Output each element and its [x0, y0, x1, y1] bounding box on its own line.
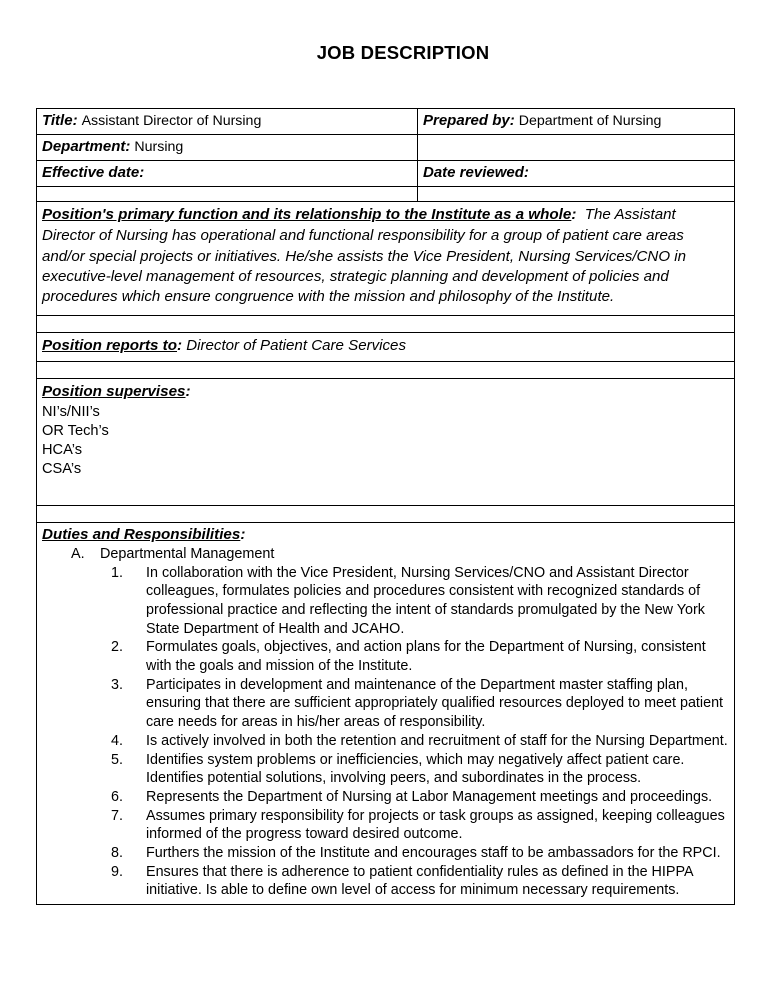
primary-function-heading-colon: :: [571, 206, 577, 224]
item-marker: 7.: [111, 807, 123, 824]
list-item: [42, 564, 728, 639]
title-label: Title:: [42, 112, 78, 129]
cell-effective-date: [37, 161, 418, 187]
primary-function-heading: Position's primary function and its relationship to the Institute as a whole: [42, 206, 572, 224]
cell-blank-right: [418, 187, 735, 202]
table-row-spacer-2: [37, 362, 735, 379]
cell-primary-function: [37, 202, 735, 315]
item-marker: 6.: [111, 788, 123, 805]
list-item: NI’s/NII’s: [42, 403, 100, 420]
cell-title: [37, 109, 418, 135]
effective-date-label: Effective date:: [42, 164, 145, 182]
item-text: Identifies system problems or inefficiencies, which may negatively affect patient care. Identifies potential solutions, involving peers, and subordinates in the process.: [146, 751, 685, 787]
cell-spacer-1: [37, 315, 735, 332]
cell-reports-to: [37, 332, 735, 361]
cell-department: [37, 135, 418, 161]
list-item: HCA’s: [42, 441, 83, 458]
cell-blank-left: [37, 187, 418, 202]
item-marker: 9.: [111, 863, 123, 880]
item-text: Assumes primary responsibility for projects or task groups as assigned, keeping colleagues informed of the progress toward desired outcome.: [146, 807, 725, 843]
list-item: [42, 676, 728, 732]
cell-date-reviewed: [418, 161, 735, 187]
table-row-reports-to: [37, 332, 735, 361]
table-row-department: [37, 135, 735, 161]
item-marker: 1.: [111, 564, 123, 581]
item-text: Formulates goals, objectives, and action plans for the Department of Nursing, consistent with the goals and mission of the Institute.: [146, 639, 706, 675]
cell-supervises: [37, 379, 735, 506]
table-row-primary-function: [37, 202, 735, 315]
department-label: Department:: [42, 138, 131, 156]
section-marker: A.: [71, 545, 85, 562]
table-row-spacer-3: [37, 505, 735, 522]
date-reviewed-label: Date reviewed:: [423, 164, 529, 182]
item-marker: 5.: [111, 751, 123, 768]
duties-heading-line: [42, 526, 728, 544]
reports-to-value: Director of Patient Care Services: [186, 336, 406, 354]
list-item: OR Tech’s: [42, 422, 109, 439]
cell-department-right-blank: [418, 135, 735, 161]
table-row-supervises: [37, 379, 735, 506]
item-text: Ensures that there is adherence to patient confidentiality rules as defined in the HIPPA initiative. Is able to define own level of access for minimum necessary requirements.: [146, 863, 693, 899]
item-text: Is actively involved in both the retention and recruitment of staff for the Nursing Department.: [146, 732, 728, 749]
table-row-title: [37, 109, 735, 135]
supervises-list: [42, 403, 726, 479]
supervises-heading-colon: :: [185, 383, 191, 401]
list-item: [42, 788, 728, 807]
list-item: CSA’s: [42, 460, 82, 477]
department-value: Nursing: [134, 139, 184, 156]
cell-spacer-3: [37, 505, 735, 522]
item-text: In collaboration with the Vice President, Nursing Services/CNO and Assistant Director colleagues, formulates policies and procedures consistent with recognized standards of professional practice and reflecting the intent of standards promulgated by the New York State Department of Health and JCAHO.: [146, 564, 705, 637]
list-item: [42, 844, 728, 863]
item-marker: 8.: [111, 845, 123, 862]
reports-to-heading: Position reports to: [42, 336, 178, 354]
list-item: [42, 638, 728, 675]
section-title: Departmental Management: [100, 545, 275, 562]
page-title: JOB DESCRIPTION: [316, 42, 490, 63]
prepared-by-label: Prepared by:: [423, 112, 515, 129]
table-row-spacer-1: [37, 315, 735, 332]
primary-function-text: The Assistant Director of Nursing has operational and functional responsibility for a group of patient care areas and/or special projects or initiatives. He/she assists the Vice President, Nursing Services/CNO in executive-level management of resources, strategic planning and development of policies and procedures which ensure congruence with the mission and philosophy of the Institute.: [42, 206, 686, 306]
cell-prepared-by: [418, 109, 735, 135]
item-marker: 2.: [111, 639, 123, 656]
duties-item-list: [42, 564, 728, 901]
duties-heading-colon: :: [240, 525, 246, 543]
title-value: Assistant Director of Nursing: [81, 113, 262, 129]
job-description-table: [36, 108, 735, 905]
list-item: [42, 751, 728, 788]
list-item: [42, 807, 728, 844]
duties-section-a: [42, 545, 728, 564]
item-marker: 3.: [111, 676, 123, 693]
duties-heading: Duties and Responsibilities: [42, 525, 241, 543]
supervises-heading-line: [42, 382, 726, 402]
prepared-by-value: Department of Nursing: [518, 113, 662, 129]
cell-duties: [37, 522, 735, 904]
item-text: Represents the Department of Nursing at Labor Management meetings and proceedings.: [146, 788, 713, 805]
list-item: [42, 732, 728, 751]
item-marker: 4.: [111, 732, 123, 749]
table-row-blank-split: [37, 187, 735, 202]
item-text: Participates in development and maintenance of the Department master staffing plan, ensuring that there are sufficient appropriately qualified resources deployed to meet patient care needs for areas in his/her areas of responsibility.: [146, 676, 724, 731]
cell-spacer-2: [37, 362, 735, 379]
table-row-duties: [37, 522, 735, 904]
table-row-dates: [37, 161, 735, 187]
reports-to-heading-colon: :: [177, 336, 183, 354]
supervises-heading: Position supervises: [42, 383, 186, 401]
list-item: [42, 863, 728, 900]
item-text: Furthers the mission of the Institute and encourages staff to be ambassadors for the RPCI.: [146, 845, 721, 862]
